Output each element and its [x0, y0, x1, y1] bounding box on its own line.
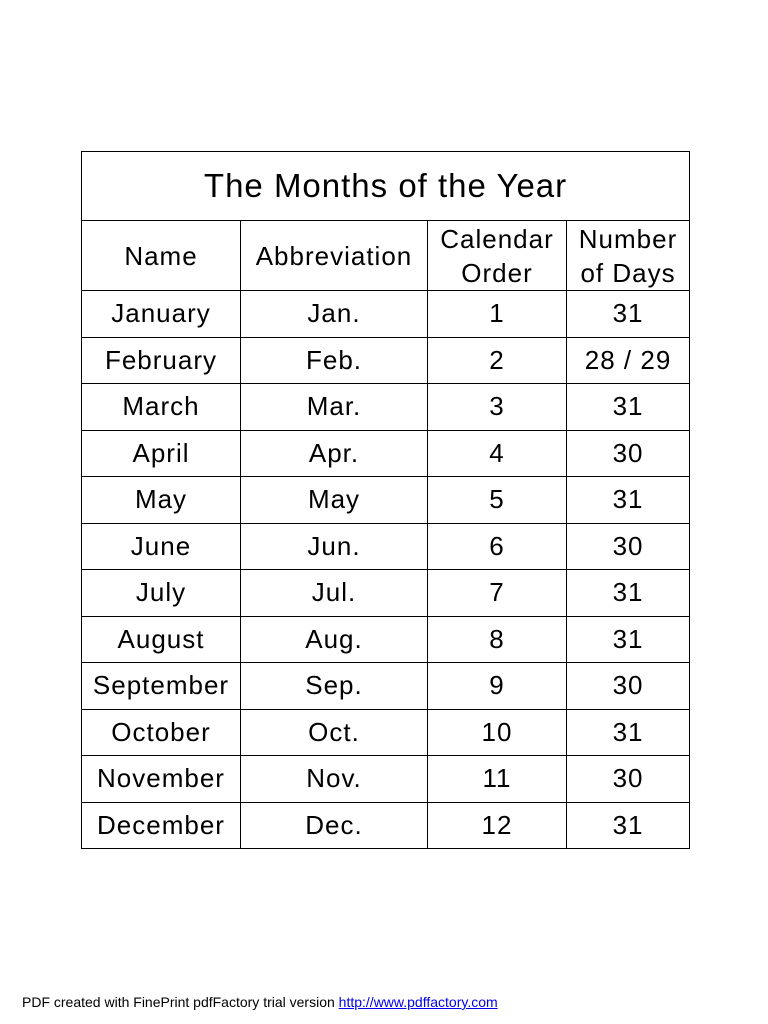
calendar-order-cell: 12 [428, 802, 567, 849]
table-row [82, 709, 690, 756]
calendar-order-cell: 3 [428, 384, 567, 431]
calendar-order-cell: 10 [428, 709, 567, 756]
number-of-days-cell: 28 / 29 [567, 337, 690, 384]
abbreviation-cell: Mar. [241, 384, 428, 431]
month-name-cell: May [82, 477, 241, 524]
abbreviation-cell: Apr. [241, 430, 428, 477]
calendar-order-cell: 4 [428, 430, 567, 477]
number-of-days-cell: 31 [567, 616, 690, 663]
month-name-cell: March [82, 384, 241, 431]
number-of-days-cell: 30 [567, 430, 690, 477]
number-of-days-cell: 31 [567, 384, 690, 431]
table-row [82, 337, 690, 384]
number-of-days-cell: 31 [567, 709, 690, 756]
table-row [82, 756, 690, 803]
abbreviation-cell: Jul. [241, 570, 428, 617]
header-number-of-days-line1: Number [578, 223, 678, 254]
month-name-cell: January [82, 291, 241, 338]
abbreviation-cell: Dec. [241, 802, 428, 849]
number-of-days-cell: 31 [567, 291, 690, 338]
header-calendar-order-line2: Order [461, 257, 533, 288]
header-calendar-order [428, 221, 567, 291]
footer-text: PDF created with FinePrint pdfFactory trial version [22, 994, 339, 1010]
header-abbreviation: Abbreviation [241, 221, 428, 291]
header-number-of-days [567, 221, 690, 291]
calendar-order-cell: 2 [428, 337, 567, 384]
calendar-order-cell: 5 [428, 477, 567, 524]
number-of-days-cell: 31 [567, 477, 690, 524]
number-of-days-cell: 31 [567, 802, 690, 849]
table-row [82, 384, 690, 431]
abbreviation-cell: Nov. [241, 756, 428, 803]
table-row [82, 477, 690, 524]
table-row [82, 616, 690, 663]
month-name-cell: October [82, 709, 241, 756]
title-row [82, 152, 690, 221]
month-name-cell: June [82, 523, 241, 570]
months-table [81, 151, 690, 849]
abbreviation-cell: Oct. [241, 709, 428, 756]
number-of-days-cell: 30 [567, 523, 690, 570]
number-of-days-cell: 30 [567, 756, 690, 803]
header-calendar-order-line1: Calendar [440, 223, 554, 254]
calendar-order-cell: 7 [428, 570, 567, 617]
month-name-cell: July [82, 570, 241, 617]
table-row [82, 430, 690, 477]
month-name-cell: September [82, 663, 241, 710]
abbreviation-cell: Jan. [241, 291, 428, 338]
table-row [82, 523, 690, 570]
header-name: Name [82, 221, 241, 291]
pdf-footer [22, 994, 498, 1010]
month-name-cell: November [82, 756, 241, 803]
month-name-cell: December [82, 802, 241, 849]
table-title: The Months of the Year [82, 152, 690, 221]
header-number-of-days-line2: of Days [580, 257, 676, 288]
abbreviation-cell: May [241, 477, 428, 524]
number-of-days-cell: 30 [567, 663, 690, 710]
calendar-order-cell: 6 [428, 523, 567, 570]
month-name-cell: August [82, 616, 241, 663]
table-row [82, 570, 690, 617]
month-name-cell: April [82, 430, 241, 477]
calendar-order-cell: 8 [428, 616, 567, 663]
table-row [82, 802, 690, 849]
calendar-order-cell: 1 [428, 291, 567, 338]
month-name-cell: February [82, 337, 241, 384]
abbreviation-cell: Feb. [241, 337, 428, 384]
table-row [82, 291, 690, 338]
header-row [82, 221, 690, 291]
table-row [82, 663, 690, 710]
abbreviation-cell: Jun. [241, 523, 428, 570]
footer-link[interactable]: http://www.pdffactory.com [338, 994, 498, 1010]
calendar-order-cell: 11 [428, 756, 567, 803]
number-of-days-cell: 31 [567, 570, 690, 617]
abbreviation-cell: Aug. [241, 616, 428, 663]
abbreviation-cell: Sep. [241, 663, 428, 710]
calendar-order-cell: 9 [428, 663, 567, 710]
